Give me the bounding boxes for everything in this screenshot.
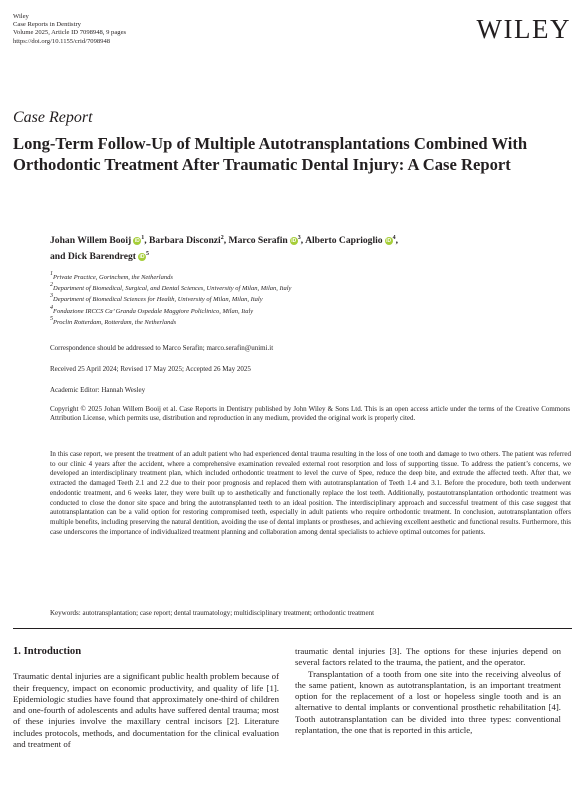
academic-editor: Academic Editor: Hannah Wesley xyxy=(50,386,146,394)
author: Marco Serafin iD $^3$, xyxy=(228,235,304,246)
wiley-logo: WILEY xyxy=(476,14,571,44)
body-paragraph: traumatic dental injuries [3]. The options for these injuries depend on several factors related to the trauma, the patient, and the operator. xyxy=(295,646,561,668)
publisher-line: Wiley xyxy=(13,13,29,20)
orcid-icon[interactable]: iD xyxy=(139,253,145,260)
doi-link[interactable]: https://doi.org/10.1155/crid/7098948 xyxy=(13,37,111,45)
body-column-left xyxy=(13,646,279,750)
article-title: Long-Term Follow-Up of Multiple Autotransplantations Combined With Orthodontic Treatment After Traumatic Dental Injury: A Case Report xyxy=(13,134,528,174)
affiliation: $^1$Private Practice, Gorinchem, the Netherlands xyxy=(50,271,173,281)
body-paragraph: Transplantation of a tooth from one site into the receiving alveolus of the same patient, known as autotransplantation, is an important treatment option for the replacement of a lost or hopeless single tooth and is an alternative to dental implants or conventional prosthetic rehabilitation [4]. Tooth autotransplantation can be divided into three types: conventional replantation, the one that is reported in this article, xyxy=(295,668,561,735)
author-list xyxy=(50,233,570,264)
affiliation: $^2$Department of Biomedical, Surgical, and Dental Sciences, University of Milan, Milan, Italy xyxy=(50,282,292,293)
journal-name: Case Reports in Dentistry xyxy=(13,21,81,29)
volume-info: Volume 2025, Article ID 7098948, 9 pages xyxy=(13,29,127,37)
journal-metadata xyxy=(13,13,126,46)
copyright-notice: Copyright © 2025 Johan Willem Booij et al. Case Reports in Dentistry published by John Wiley & Sons Ltd. This is an open access article under the terms of the Creative Commons Attribution License, which permits use, distribution and reproduction in any medium, provided the original work is properly cited. xyxy=(50,405,570,423)
body-paragraph: Traumatic dental injuries are a significant public health problem because of their frequency, impact on economic productivity, and quality of life [1]. Epidemiologic studies have found that approximately one-third of children and one-fourth of adolescents and adults have suffered dental trauma; most of these injuries involve the maxillary central incisors [2]. Literature includes protocols, methods, and documentation for the clinical evaluation and treatment of xyxy=(13,671,279,749)
section-divider xyxy=(13,628,572,629)
affiliation-list xyxy=(50,272,570,328)
affiliation: $^5$Proclin Rotterdam, Rotterdam, the Netherlands xyxy=(50,315,177,326)
body-column-right xyxy=(295,646,561,736)
orcid-icon[interactable]: iD xyxy=(386,238,392,244)
orcid-icon[interactable]: iD xyxy=(291,238,297,244)
affiliation: $^3$Department of Biomedical Sciences for Health, University of Milan, Milan, Italy xyxy=(50,293,263,304)
section-heading: 1. Introduction xyxy=(13,646,82,657)
keywords-line: Keywords: autotransplantation; case report; dental traumatology; multidisciplinary treatment; orthodontic treatment xyxy=(50,609,375,617)
author: Alberto Caprioglio iD $^4$, xyxy=(305,235,399,246)
affiliation: $^4$Fondazione IRCCS Ca’ Granda Ospedale Maggiore Policlinico, Milan, Italy xyxy=(50,304,254,315)
article-dates: Received 25 April 2024; Revised 17 May 2025; Accepted 26 May 2025 xyxy=(50,365,251,373)
orcid-icon[interactable]: iD xyxy=(134,238,140,244)
author: Johan Willem Booij iD $^1$, xyxy=(50,235,147,246)
correspondence-line: Correspondence should be addressed to Marco Serafin; marco.serafin@unimi.it xyxy=(50,344,274,352)
abstract-text: In this case report, we present the treatment of an adult patient who had experienced dental trauma resulting in the loss of one tooth and damage to two others. The patient was referred to our clinic 4 years after the accident, where a comprehensive examination revealed external root resorption and loss of supporting tissue. To address the patient’s concerns, we developed an interdisciplinary treatment plan, which included orthodontic treatment to level the curve of Spee, reduce the deep bite, and extrude the affected teeth. After that, we extracted the damaged Teeth 2.1 and 2.2 due to their poor prognosis and replaced them with autotransplantation of Teeth 1.4 and 3.1. Before the procedure, both teeth underwent endodontic treatment, and 6 weeks later, they were built up to aesthetically and functionally replace the lost teeth. Additionally, postautotransplantation orthodontic treatment was conducted to close the donor site space and bring the autotransplanted teeth to an ideal position. The interdisciplinary approach and successful treatment of this case suggest that autotransplantation can be a valid option for restoring compromised teeth, especially in adult patients who require orthodontic treatment. In conclusion, autotransplantation offers multiple benefits, including preserving the natural dentition, avoiding the use of dental implants or prostheses, and achieving excellent aesthetic and functional results. Furthermore, this case underscores the importance of individualized treatment planning and collaboration among dental specialists to achieve optimal outcomes for patients. xyxy=(50,450,571,536)
author: Barbara Disconzi$^2$, xyxy=(149,235,227,246)
article-type: Case Report xyxy=(13,109,93,126)
author: and Dick Barendregt iD $^5$ xyxy=(50,250,149,262)
